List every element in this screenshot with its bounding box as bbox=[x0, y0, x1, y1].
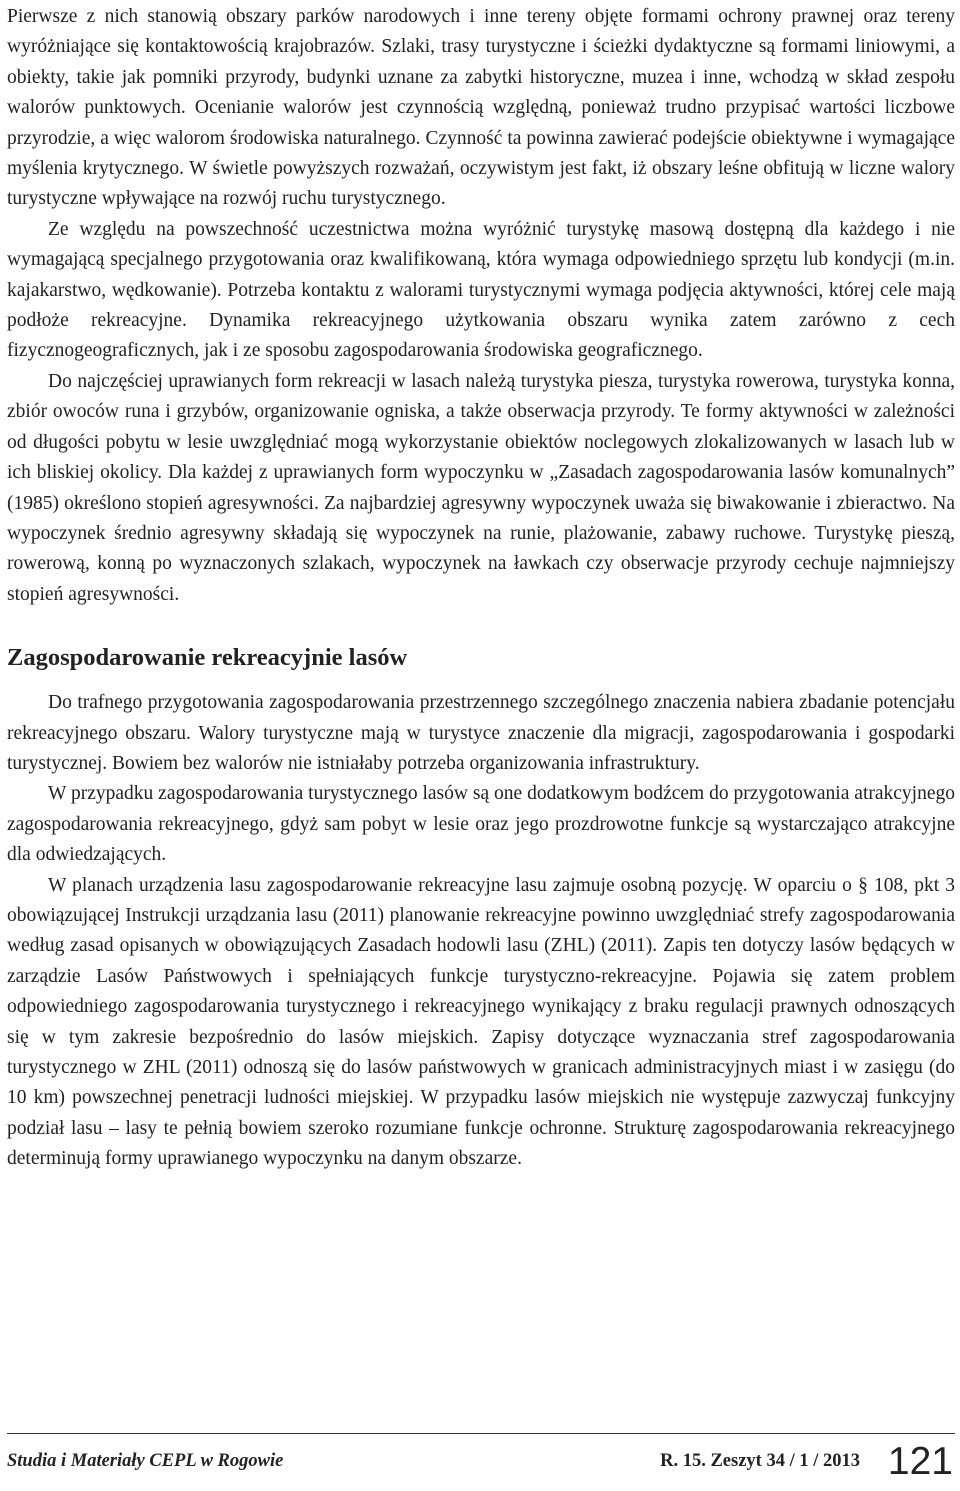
footer-divider bbox=[7, 1433, 955, 1434]
paragraph: Ze względu na powszechność uczestnictwa można wyróżnić turystykę masową dostępną dla każdego i nie wymagającą specjalnego przygotowania oraz kwalifikowaną, która wymaga odpowiedniego sprzętu lub kondycji (m.in. kajakarstwo, wędkowanie). Potrzeba kontaktu z walorami turystycznymi wymaga podjęcia aktywności, której cele mają podłoże rekreacyjne. Dynamika rekreacyjnego użytkowania obszaru wynika zatem zarówno z cech fizycznogeograficznych, jak i ze sposobu zagospodarowania środowiska geograficznego. bbox=[7, 218, 955, 362]
section-heading: Zagospodarowanie rekreacyjnie lasów bbox=[7, 644, 408, 672]
paragraph: W planach urządzenia lasu zagospodarowanie rekreacyjne lasu zajmuje osobną pozycję. W oparciu o § 108, pkt 3 obowiązującej Instrukcji urządzania lasu (2011) planowanie rekreacyjne powinno uwzględniać strefy zagospodarowania według zasad opisanych w obowiązujących Zasadach hodowli lasu (ZHL) (2011). Zapis ten dotyczy lasów będących w zarządzie Lasów Państwowych i spełniających funkcje turystyczno-rekreacyjne. Pojawia się zatem problem odpowiedniego zagospodarowania turystycznego i rekreacyjnego wynikający z braku regulacji prawnych odnoszących się w tym zakresie bezpośrednio do lasów miejskich. Zapisy dotyczące wyznaczania stref zagospodarowania turystycznego w ZHL (2011) odnoszą się do lasów państwowych w granicach administracyjnych miast i w zasięgu (do 10 km) powszechnej penetracji ludności miejskiej. W przypadku lasów miejskich nie występuje zazwyczaj funkcyjny podział lasu – lasy te pełnią bowiem szeroko rozumiane funkcje ochronne. Strukturę zagospodarowania rekreacyjnego determinują formy uprawianego wypoczynku na danym obszarze. bbox=[7, 874, 955, 1170]
paragraph: Do trafnego przygotowania zagospodarowania przestrzennego szczególnego znaczenia nabiera zbadanie potencjału rekreacyjnego obszaru. Walory turystyczne mają w turystyce znaczenie dla migracji, zagospodarowania i gospodarki turystycznej. Bowiem bez walorów nie istniałaby potrzeba organizowania infrastruktury. bbox=[7, 692, 955, 774]
paragraph: W przypadku zagospodarowania turystycznego lasów są one dodatkowym bodźcem do przygotowania atrakcyjnego zagospodarowania rekreacyjnego, gdyż sam pobyt w lesie oraz jego prozdrowotne funkcje są wystarczająco atrakcyjne dla odwiedzających. bbox=[7, 783, 955, 866]
page-number: 121 bbox=[887, 1440, 953, 1483]
paragraph: Pierwsze z nich stanowią obszary parków narodowych i inne tereny objęte formami ochrony prawnej oraz tereny wyróżniające się kontaktowością krajobrazów. Szlaki, trasy turystyczne i ścieżki dydaktyczne są formami liniowymi, a obiekty, takie jak pomniki przyrody, budynki uznane za zabytki historyczne, muzea i inne, wchodzą w skład zespołu walorów punktowych. Ocenianie walorów jest czynnością względną, ponieważ trudno przypisać wartości liczbowe przyrodzie, a więc walorom środowiska naturalnego. Czynność ta powinna zawierać podejście obiektywne i wymagające myślenia krytycznego. W świetle powyższych rozważań, oczywistym jest fakt, iż obszary leśne obfitują w liczne walory turystyczne wpływające na rozwój ruchu turystycznego. bbox=[7, 6, 955, 210]
issue-info: R. 15. Zeszyt 34 / 1 / 2013 bbox=[660, 1451, 860, 1471]
journal-title: Studia i Materiały CEPL w Rogowie bbox=[7, 1451, 284, 1471]
page-body bbox=[7, 2, 955, 1175]
paragraph: Do najczęściej uprawianych form rekreacji w lasach należą turystyka piesza, turystyka rowerowa, turystyka konna, zbiór owoców runa i grzybów, organizowanie ogniska, a także obserwacja przyrody. Te formy aktywności w zależności od długości pobytu w lesie uwzględniać mogą wykorzystanie obiektów noclegowych zlokalizowanych w lasach lub w ich bliskiej okolicy. Dla każdej z uprawianych form wypoczynku w „Zasadach zagospodarowania lasów komunalnych” (1985) określono stopień agresywności. Za najbardziej agresywny wypoczynek uważa się biwakowanie i zbieractwo. Na wypoczynek średnio agresywny składają się wypoczynek na runie, plażowanie, zabawy ruchowe. Turystykę pieszą, rowerową, konną po wyznaczonych szlakach, wypoczynek na ławkach czy obserwacje przyrody cechuje najmniejszy stopień agresywności. bbox=[7, 370, 955, 605]
